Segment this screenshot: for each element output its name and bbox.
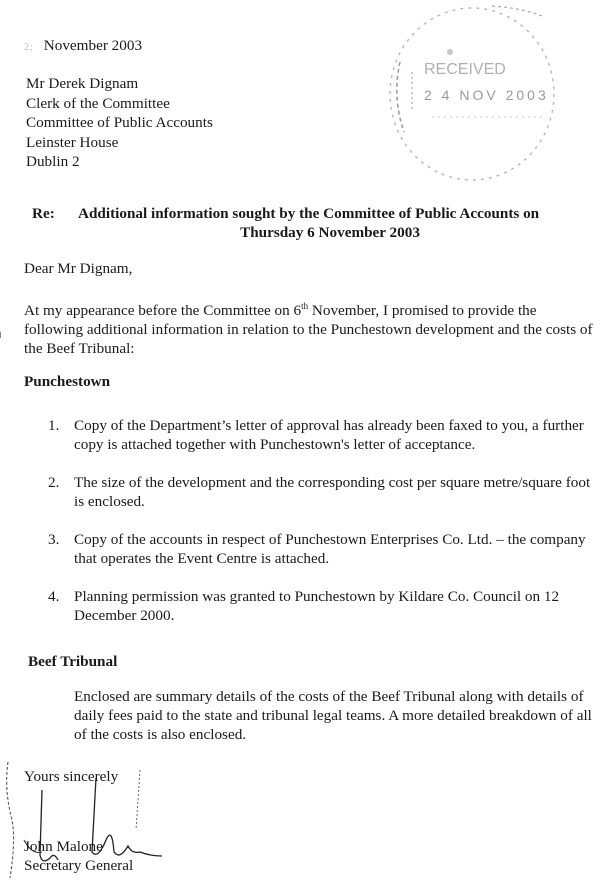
list-item-number: 1. [48, 417, 60, 434]
intro-superscript: th [301, 300, 309, 311]
recipient-city: Dublin 2 [26, 153, 80, 170]
list-item-text: Planning permission was granted to Punchestown by Kildare Co. Council on 12 December 2000. [74, 588, 560, 624]
section-heading-punchestown: Punchestown [24, 373, 111, 390]
subject-text-line1: Additional information sought by the Committee of Public Accounts on [78, 205, 540, 222]
stamp-received-text: RECEIVED [424, 61, 506, 78]
list-item-number: 4. [48, 588, 60, 605]
list-item-text: Copy of the accounts in respect of Punchestown Enterprises Co. Ltd. – the company that operates the Event Centre is attached. [74, 531, 586, 567]
recipient-committee: Committee of Public Accounts [26, 114, 213, 131]
stamp-date-text: 2 4 NOV 2003 [424, 87, 549, 103]
punchestown-list [48, 416, 600, 644]
recipient-building: Leinster House [26, 133, 119, 151]
recipient-title: Clerk of the Committee [26, 94, 170, 112]
closing: Yours sincerely [24, 768, 119, 785]
intro-paragraph [24, 301, 594, 358]
subject-text-line2: Thursday 6 November 2003 [240, 224, 420, 241]
intro-text-start: At my appearance before the Committee on 6 [24, 302, 302, 319]
list-item-text: Copy of the Department’s letter of approval has already been faxed to you, a further copy is attached together with Punchestown's letter of acceptance. [74, 417, 584, 453]
list-item [48, 530, 600, 568]
received-stamp [372, 2, 592, 192]
section-heading-beef-tribunal: Beef Tribunal [28, 653, 118, 670]
intro-text-end: November, I promised to provide the following additional information in relation to the Punchestown development and the costs of the Beef Tribunal: [24, 302, 593, 357]
date-text: November 2003 [43, 37, 143, 54]
letter-date [24, 36, 142, 57]
margin-mark [0, 332, 5, 338]
salutation: Dear Mr Dignam, [24, 260, 133, 277]
list-item-number: 3. [48, 531, 60, 548]
stamp-icon [372, 2, 592, 192]
recipient-name: Mr Derek Dignam [26, 75, 139, 92]
signatory-title: Secretary General [24, 857, 134, 874]
list-item [48, 473, 600, 511]
date-day-faded: 2; [24, 42, 34, 53]
recipient-address [26, 74, 213, 172]
list-item-number: 2. [48, 474, 60, 491]
beef-tribunal-paragraph: Enclosed are summary details of the costs of the Beef Tribunal along with details of daily fees paid to the state and tribunal legal teams. A more detailed breakdown of all of the costs is also enclosed. [74, 688, 592, 743]
list-item [48, 416, 600, 454]
signatory-name: John Malone [24, 838, 103, 855]
subject-label: Re: [32, 205, 55, 222]
list-item-text: The size of the development and the corresponding cost per square metre/square foot is enclosed. [74, 474, 591, 510]
list-item [48, 587, 600, 625]
